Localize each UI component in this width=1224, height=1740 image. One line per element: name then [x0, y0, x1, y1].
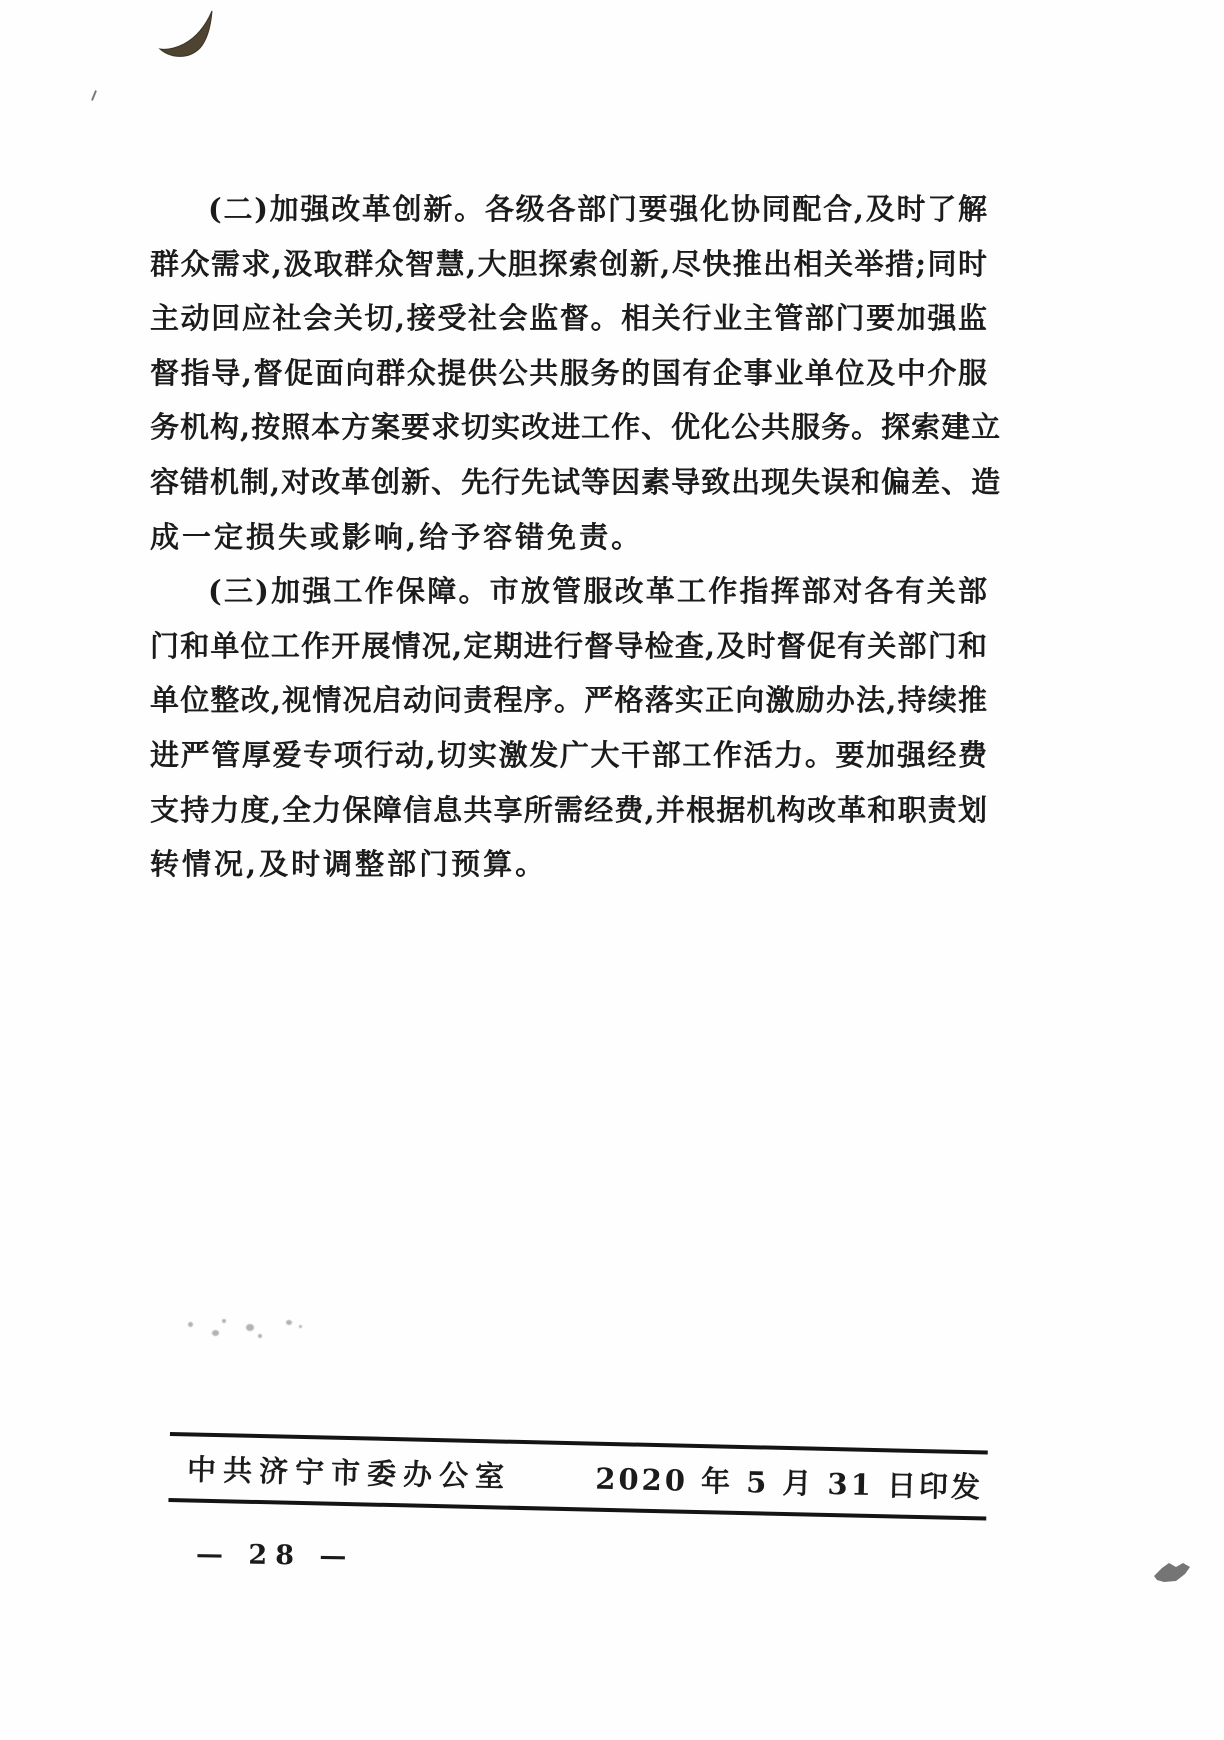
- body-line: 容错机制,对改革创新、先行先试等因素导致出现失误和偏差、造: [150, 464, 1002, 499]
- body-line: 成一定损失或影响,给予容错免责。: [150, 519, 644, 554]
- body-line: 群众需求,汲取群众智慧,大胆探索创新,尽快推出相关举措;同时: [150, 246, 988, 281]
- body-line: 转情况,及时调整部门预算。: [150, 847, 548, 882]
- body-line: 进严管厚爱专项行动,切实激发广大干部工作活力。要加强经费: [150, 737, 988, 772]
- scan-speck: [299, 1325, 302, 1328]
- scan-smudge-crescent: [155, 5, 217, 63]
- body-line: 主动回应社会关切,接受社会监督。相关行业主管部门要加强监: [150, 301, 988, 336]
- body-line: 门和单位工作开展情况,定期进行督导检查,及时督促有关部门和: [150, 628, 988, 663]
- body-line: 支持力度,全力保障信息共享所需经费,并根据机构改革和职责划: [150, 792, 988, 827]
- footer-issuer: 中共济宁市委办公室: [186, 1451, 512, 1494]
- scan-smudge-gray: [1152, 1560, 1194, 1586]
- body-line: (三)加强工作保障。市放管服改革工作指挥部对各有关部: [208, 574, 988, 609]
- page-number: — 28 —: [195, 1538, 355, 1573]
- footer-print-date: 2020 年 5 月 31 日印发: [594, 1461, 984, 1504]
- scan-speck: [286, 1320, 292, 1325]
- footer-colophon: [168, 1432, 987, 1521]
- body-line: (二)加强改革创新。各级各部门要强化协同配合,及时了解: [208, 192, 988, 226]
- body-line: 督指导,督促面向群众提供公共服务的国有企事业单位及中介服: [150, 355, 988, 390]
- body-line: 单位整改,视情况启动问责程序。严格落实正向激励办法,持续推: [150, 683, 988, 718]
- scan-speck: [222, 1319, 226, 1323]
- scan-tick-mark: [91, 90, 97, 101]
- body-line: 务机构,按照本方案要求切实改进工作、优化公共服务。探索建立: [150, 410, 1002, 445]
- scan-speck: [212, 1330, 219, 1336]
- document-body: [150, 182, 1002, 892]
- scan-speck: [188, 1322, 193, 1327]
- scan-speck: [258, 1334, 262, 1338]
- scan-speck: [246, 1324, 254, 1331]
